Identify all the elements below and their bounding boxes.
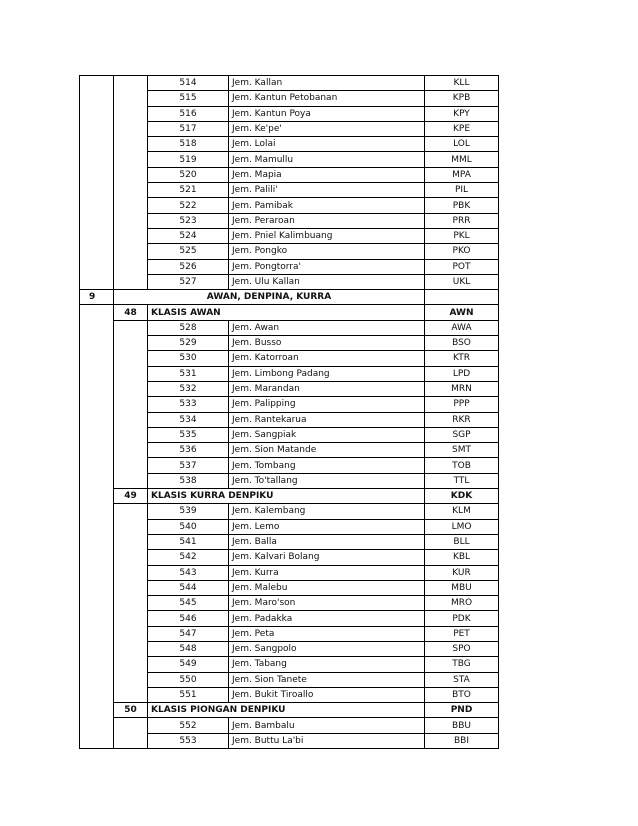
jemaat-number: 545: [148, 596, 229, 611]
jemaat-name: Jem. Malebu: [229, 580, 425, 595]
jemaat-code: RKR: [425, 412, 499, 427]
jemaat-name: Jem. Maro'son: [229, 596, 425, 611]
jemaat-name: Jem. Limbong Padang: [229, 366, 425, 381]
jemaat-code: BLL: [425, 534, 499, 549]
jemaat-name: Jem. Ulu Kallan: [229, 274, 425, 289]
jemaat-name: Jem. Kantun Poya: [229, 106, 425, 121]
jemaat-code: KPE: [425, 121, 499, 136]
jemaat-number: 526: [148, 259, 229, 274]
jemaat-name: Jem. Busso: [229, 336, 425, 351]
jemaat-number: 530: [148, 351, 229, 366]
jemaat-name: Jem. Mamullu: [229, 152, 425, 167]
jemaat-code: KLM: [425, 504, 499, 519]
jemaat-code: MRN: [425, 381, 499, 396]
jemaat-number: 548: [148, 641, 229, 656]
jemaat-code: SGP: [425, 427, 499, 442]
jemaat-name: Jem. Ke'pe': [229, 121, 425, 136]
jemaat-name: Jem. Peraroan: [229, 213, 425, 228]
jemaat-number: 533: [148, 397, 229, 412]
jemaat-name: Jem. Tombang: [229, 458, 425, 473]
klasis-name: KLASIS AWAN: [148, 305, 425, 320]
jemaat-name: Jem. Sion Tanete: [229, 672, 425, 687]
jemaat-name: Jem. Kalembang: [229, 504, 425, 519]
klasis-code: KDK: [425, 489, 499, 504]
jemaat-code: BBU: [425, 718, 499, 733]
jemaat-number: 537: [148, 458, 229, 473]
jemaat-name: Jem. Palili': [229, 183, 425, 198]
jemaat-name: Jem. Pamibak: [229, 198, 425, 213]
jemaat-name: Jem. Palipping: [229, 397, 425, 412]
jemaat-number: 536: [148, 443, 229, 458]
jemaat-number: 514: [148, 76, 229, 91]
klasis-spacer-cell: [114, 76, 148, 290]
jemaat-code: TTL: [425, 473, 499, 488]
jemaat-number: 531: [148, 366, 229, 381]
jemaat-number: 547: [148, 626, 229, 641]
jemaat-code: MBU: [425, 580, 499, 595]
klasis-code: AWN: [425, 305, 499, 320]
jemaat-code: KBL: [425, 550, 499, 565]
jemaat-code: KLL: [425, 76, 499, 91]
jemaat-name: Jem. Rantekarua: [229, 412, 425, 427]
jemaat-number: 516: [148, 106, 229, 121]
jemaat-number: 552: [148, 718, 229, 733]
jemaat-name: Jem. Bukit Tiroallo: [229, 687, 425, 702]
jemaat-code: LOL: [425, 137, 499, 152]
jemaat-name: Jem. Buttu La'bi: [229, 733, 425, 748]
jemaat-code: PDK: [425, 611, 499, 626]
jemaat-number: 523: [148, 213, 229, 228]
jemaat-code: PKO: [425, 244, 499, 259]
jemaat-number: 534: [148, 412, 229, 427]
table-row: [80, 320, 499, 335]
document-page: [79, 75, 498, 749]
jemaat-code: BTO: [425, 687, 499, 702]
jemaat-code: KTR: [425, 351, 499, 366]
jemaat-code: PKL: [425, 228, 499, 243]
jemaat-code: PET: [425, 626, 499, 641]
jemaat-code: BBI: [425, 733, 499, 748]
jemaat-name: Jem. Sangpiak: [229, 427, 425, 442]
klasis-name: KLASIS KURRA DENPIKU: [148, 489, 425, 504]
jemaat-number: 529: [148, 336, 229, 351]
jemaat-code: SPO: [425, 641, 499, 656]
jemaat-code: BSO: [425, 336, 499, 351]
jemaat-number: 538: [148, 473, 229, 488]
jemaat-code: PBK: [425, 198, 499, 213]
jemaat-number: 541: [148, 534, 229, 549]
jemaat-number: 518: [148, 137, 229, 152]
jemaat-code: PRR: [425, 213, 499, 228]
jemaat-code: UKL: [425, 274, 499, 289]
klasis-code: PND: [425, 703, 499, 718]
klasis-row: [80, 305, 499, 320]
jemaat-name: Jem. Kalvari Bolang: [229, 550, 425, 565]
jemaat-number: 532: [148, 381, 229, 396]
jemaat-name: Jem. Pongko: [229, 244, 425, 259]
jemaat-number: 519: [148, 152, 229, 167]
jemaat-name: Jem. Balla: [229, 534, 425, 549]
jemaat-name: Jem. Marandan: [229, 381, 425, 396]
jemaat-code: TBG: [425, 657, 499, 672]
jemaat-number: 535: [148, 427, 229, 442]
group-row: [80, 290, 499, 305]
jemaat-name: Jem. Lemo: [229, 519, 425, 534]
jemaat-number: 540: [148, 519, 229, 534]
klasis-spacer-cell: [114, 504, 148, 703]
jemaat-number: 527: [148, 274, 229, 289]
jemaat-code: KPY: [425, 106, 499, 121]
jemaat-name: Jem. Peta: [229, 626, 425, 641]
jemaat-name: Jem. Padakka: [229, 611, 425, 626]
jemaat-number: 528: [148, 320, 229, 335]
jemaat-number: 549: [148, 657, 229, 672]
jemaat-code: TOB: [425, 458, 499, 473]
klasis-name: KLASIS PIONGAN DENPIKU: [148, 703, 425, 718]
jemaat-number: 551: [148, 687, 229, 702]
group-title: AWAN, DENPINA, KURRA: [114, 290, 425, 305]
jemaat-number: 550: [148, 672, 229, 687]
jemaat-name: Jem. Mapia: [229, 167, 425, 182]
table-row: [80, 76, 499, 91]
group-code-cell: [425, 290, 499, 305]
jemaat-number: 553: [148, 733, 229, 748]
jemaat-name: Jem. Sangpolo: [229, 641, 425, 656]
jemaat-number: 543: [148, 565, 229, 580]
jemaat-number: 517: [148, 121, 229, 136]
jemaat-code: AWA: [425, 320, 499, 335]
jemaat-name: Jem. Pniel Kalimbuang: [229, 228, 425, 243]
jemaat-code: STA: [425, 672, 499, 687]
jemaat-code: LPD: [425, 366, 499, 381]
jemaat-code: PIL: [425, 183, 499, 198]
jemaat-name: Jem. Kantun Petobanan: [229, 91, 425, 106]
klasis-number: 48: [114, 305, 148, 320]
jemaat-name: Jem. Kurra: [229, 565, 425, 580]
klasis-spacer-cell: [114, 718, 148, 749]
klasis-spacer-cell: [114, 320, 148, 488]
jemaat-name: Jem. Katorroan: [229, 351, 425, 366]
klasis-row: [80, 703, 499, 718]
jemaat-code: POT: [425, 259, 499, 274]
jemaat-code: MML: [425, 152, 499, 167]
jemaat-number: 524: [148, 228, 229, 243]
jemaat-number: 539: [148, 504, 229, 519]
group-spacer-cell: [80, 305, 114, 749]
jemaat-code: KPB: [425, 91, 499, 106]
jemaat-number: 515: [148, 91, 229, 106]
jemaat-number: 520: [148, 167, 229, 182]
jemaat-name: Jem. Awan: [229, 320, 425, 335]
jemaat-name: Jem. Tabang: [229, 657, 425, 672]
jemaat-number: 522: [148, 198, 229, 213]
jemaat-number: 544: [148, 580, 229, 595]
group-spacer-cell: [80, 76, 114, 290]
jemaat-name: Jem. Sion Matande: [229, 443, 425, 458]
jemaat-code: MPA: [425, 167, 499, 182]
klasis-number: 49: [114, 489, 148, 504]
jemaat-number: 525: [148, 244, 229, 259]
jemaat-number: 521: [148, 183, 229, 198]
jemaat-code: SMT: [425, 443, 499, 458]
jemaat-name: Jem. Pongtorra': [229, 259, 425, 274]
jemaat-name: Jem. Lolai: [229, 137, 425, 152]
klasis-row: [80, 489, 499, 504]
jemaat-name: Jem. Bambalu: [229, 718, 425, 733]
jemaat-code: KUR: [425, 565, 499, 580]
klasis-number: 50: [114, 703, 148, 718]
table-row: [80, 718, 499, 733]
jemaat-name: Jem. Kallan: [229, 76, 425, 91]
group-number: 9: [80, 290, 114, 305]
table-row: [80, 504, 499, 519]
jemaat-number: 546: [148, 611, 229, 626]
jemaat-table: [79, 75, 499, 749]
jemaat-code: LMO: [425, 519, 499, 534]
jemaat-number: 542: [148, 550, 229, 565]
jemaat-code: PPP: [425, 397, 499, 412]
jemaat-code: MRO: [425, 596, 499, 611]
jemaat-name: Jem. To'tallang: [229, 473, 425, 488]
